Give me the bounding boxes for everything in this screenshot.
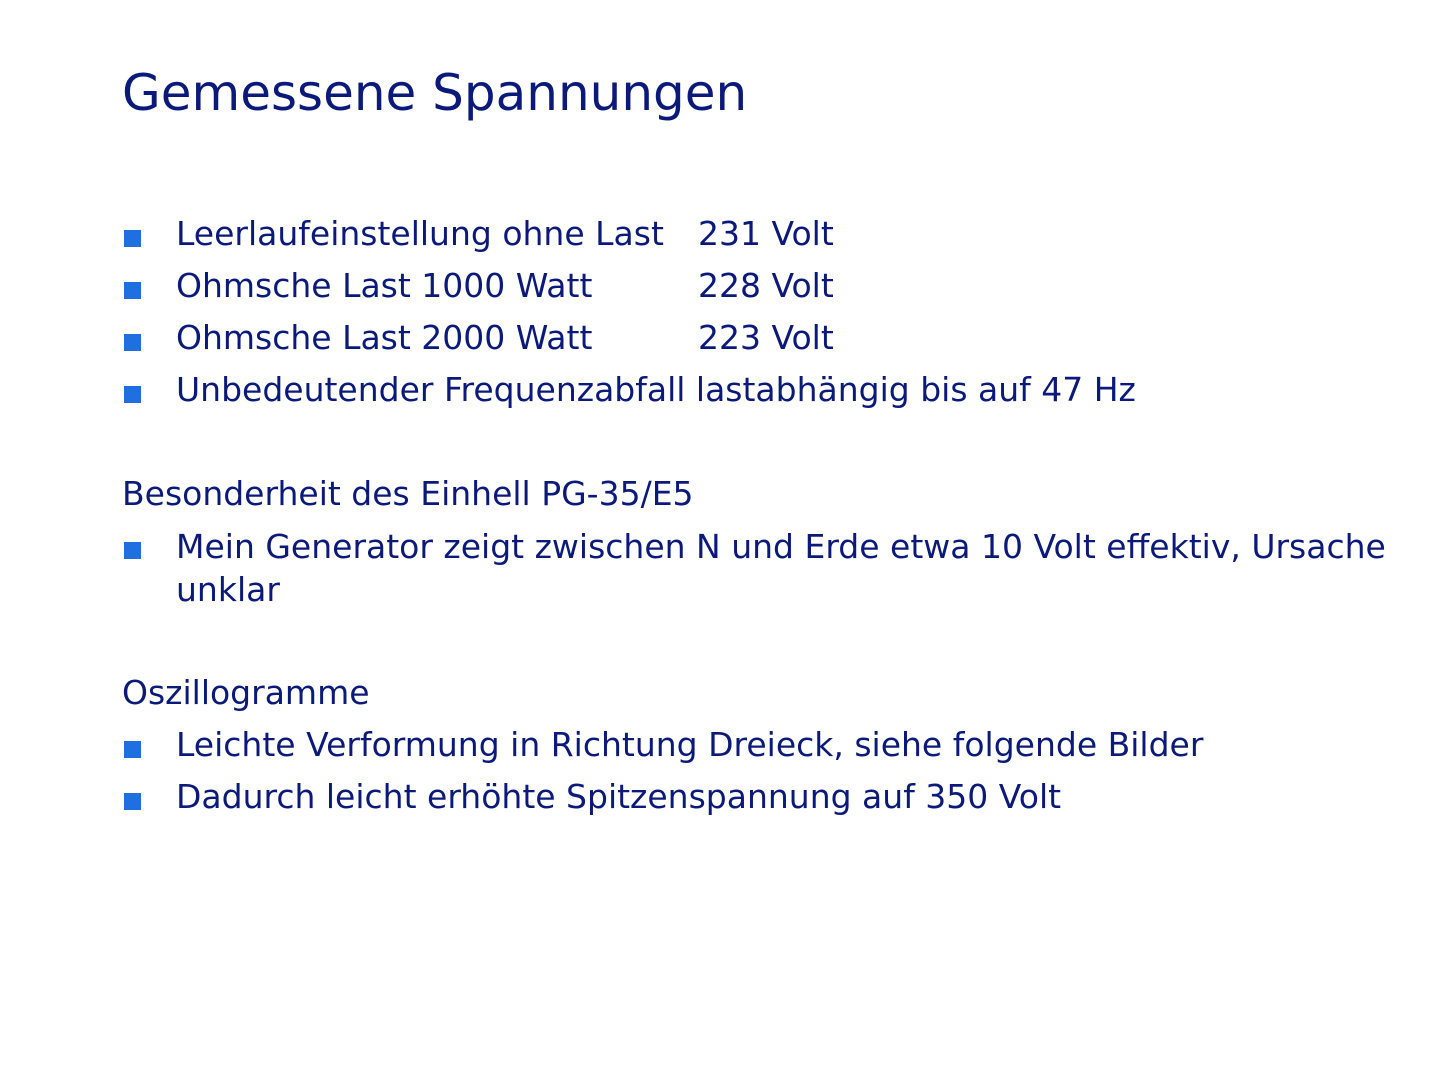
list-item-text: Mein Generator zeigt zwischen N und Erde etwa 10 Volt effektiv, Ursache unklar [176,527,1386,609]
list-item-text: Dadurch leicht erhöhte Spitzenspannung auf 350 Volt [176,777,1062,816]
square-bullet-icon [124,386,141,403]
square-bullet-icon [124,230,141,247]
square-bullet-icon [124,741,141,758]
square-bullet-icon [124,334,141,351]
square-bullet-icon [124,793,141,810]
section-heading-special: Besonderheit des Einhell PG-35/E5 [122,474,694,513]
measurement-label: Ohmsche Last 2000 Watt [176,318,593,357]
measurement-value: 231 Volt [698,214,834,253]
square-bullet-icon [124,282,141,299]
section-heading-oscillograms: Oszillogramme [122,673,370,712]
square-bullet-icon [124,542,141,559]
measurement-label: Leerlaufeinstellung ohne Last [176,214,664,253]
list-item-text: Leichte Verformung in Richtung Dreieck, siehe folgende Bilder [176,725,1204,764]
measurement-value: 228 Volt [698,266,834,305]
measurement-value: 223 Volt [698,318,834,357]
measurement-label: Ohmsche Last 1000 Watt [176,266,593,305]
slide-title: Gemessene Spannungen [122,64,748,122]
measurement-label: Unbedeutender Frequenzabfall lastabhängig bis auf 47 Hz [176,370,1136,409]
